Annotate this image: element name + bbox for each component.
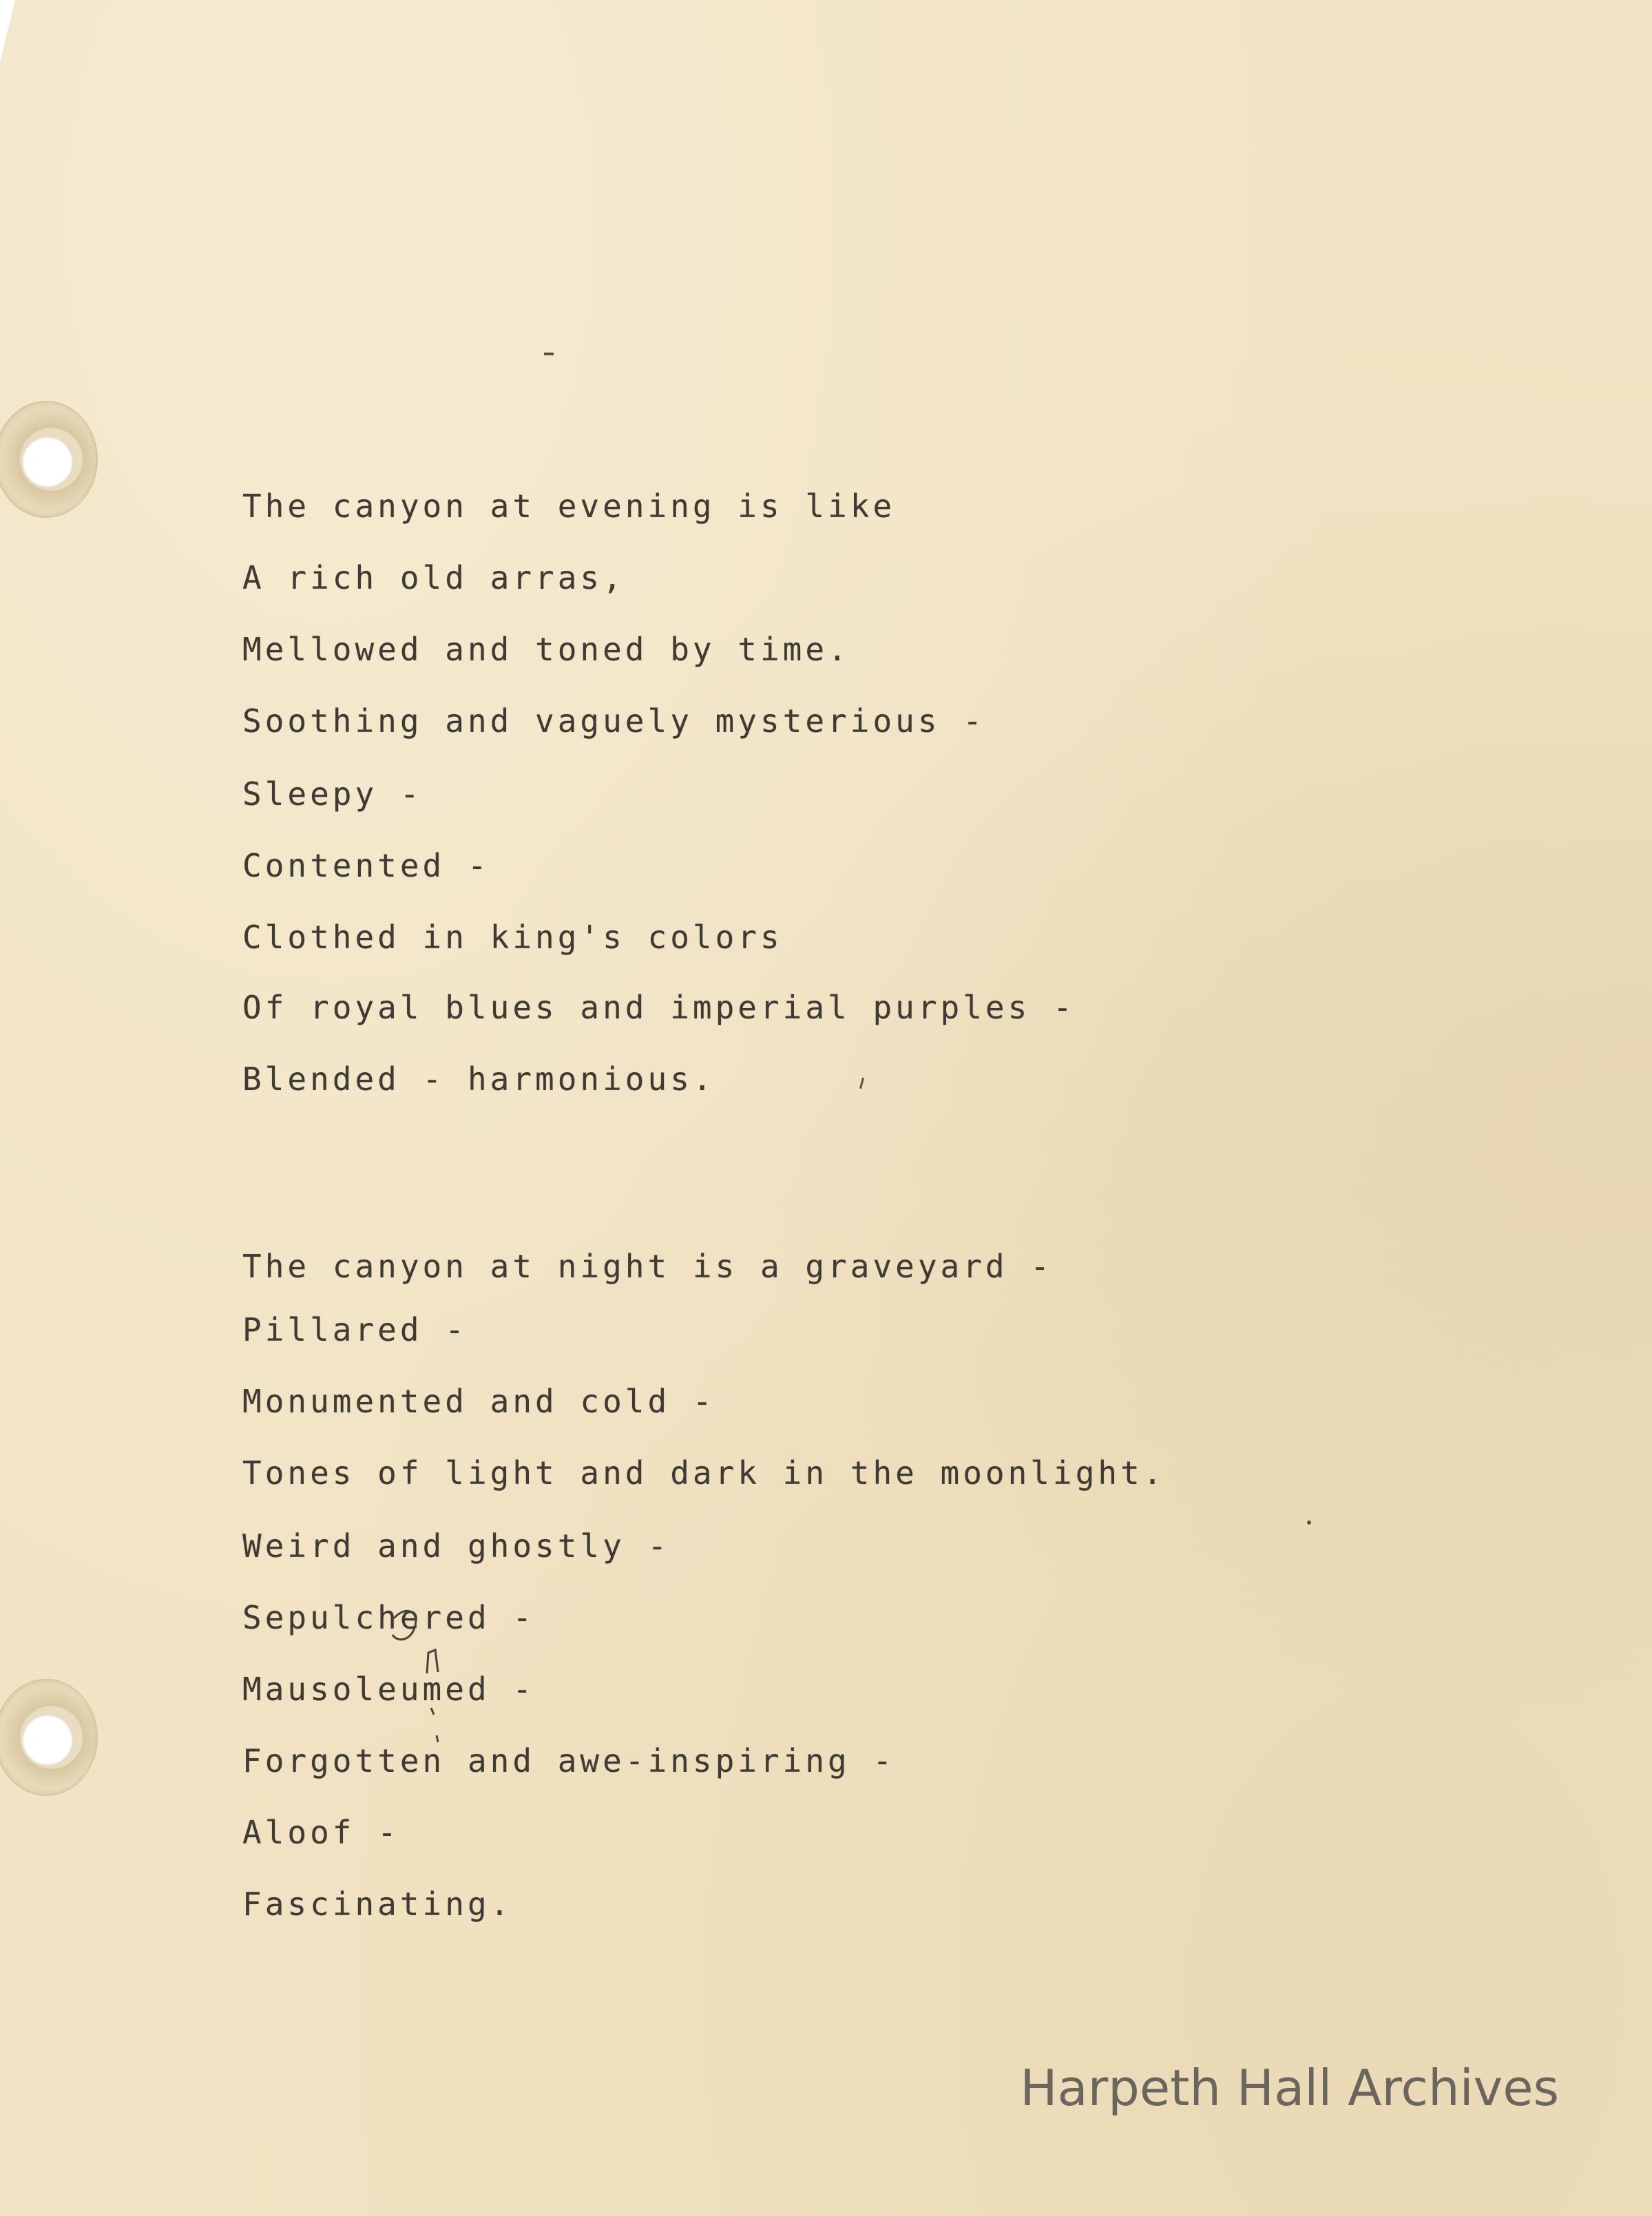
poem-line: Mellowed and toned by time. — [242, 631, 850, 668]
poem-line: Tones of light and dark in the moonlight. — [242, 1454, 1166, 1492]
poem-line: Pillared - — [242, 1311, 468, 1348]
punch-hole-bottom — [0, 1679, 98, 1796]
poem-line: Sepulchered - — [242, 1599, 536, 1636]
poem-line: Fascinating. — [242, 1885, 513, 1923]
poem-line: Monumented and cold - — [242, 1383, 715, 1420]
archive-watermark: Harpeth Hall Archives — [1020, 2059, 1559, 2117]
poem-line: Weird and ghostly - — [242, 1527, 671, 1565]
poem-line: The canyon at evening is like — [242, 488, 896, 525]
poem-line: Forgotten and awe-inspiring - — [242, 1742, 896, 1779]
stray-dash-mark — [544, 353, 554, 355]
poem-line: Of royal blues and imperial purples - — [242, 989, 1076, 1026]
handwritten-correction-mark — [386, 1604, 461, 1749]
torn-corner — [0, 0, 15, 62]
poem-text — [242, 0, 1166, 1923]
punch-hole-top — [0, 401, 98, 518]
stray-tick-mark — [859, 1078, 864, 1089]
stray-dot-mark — [1307, 1520, 1311, 1525]
poem-line: Blended - harmonious. — [242, 1060, 715, 1098]
poem-line: Clothed in king's colors — [242, 919, 783, 956]
poem-line: Soothing and vaguely mysterious - — [242, 702, 985, 740]
poem-line: Aloof - — [242, 1814, 400, 1851]
poem-line: Sleepy - — [242, 775, 423, 813]
poem-line: The canyon at night is a graveyard - — [242, 1248, 1053, 1285]
poem-line: Contented - — [242, 847, 490, 884]
poem-line: Mausoleumed - — [242, 1671, 536, 1708]
poem-line: A rich old arras, — [242, 559, 625, 596]
